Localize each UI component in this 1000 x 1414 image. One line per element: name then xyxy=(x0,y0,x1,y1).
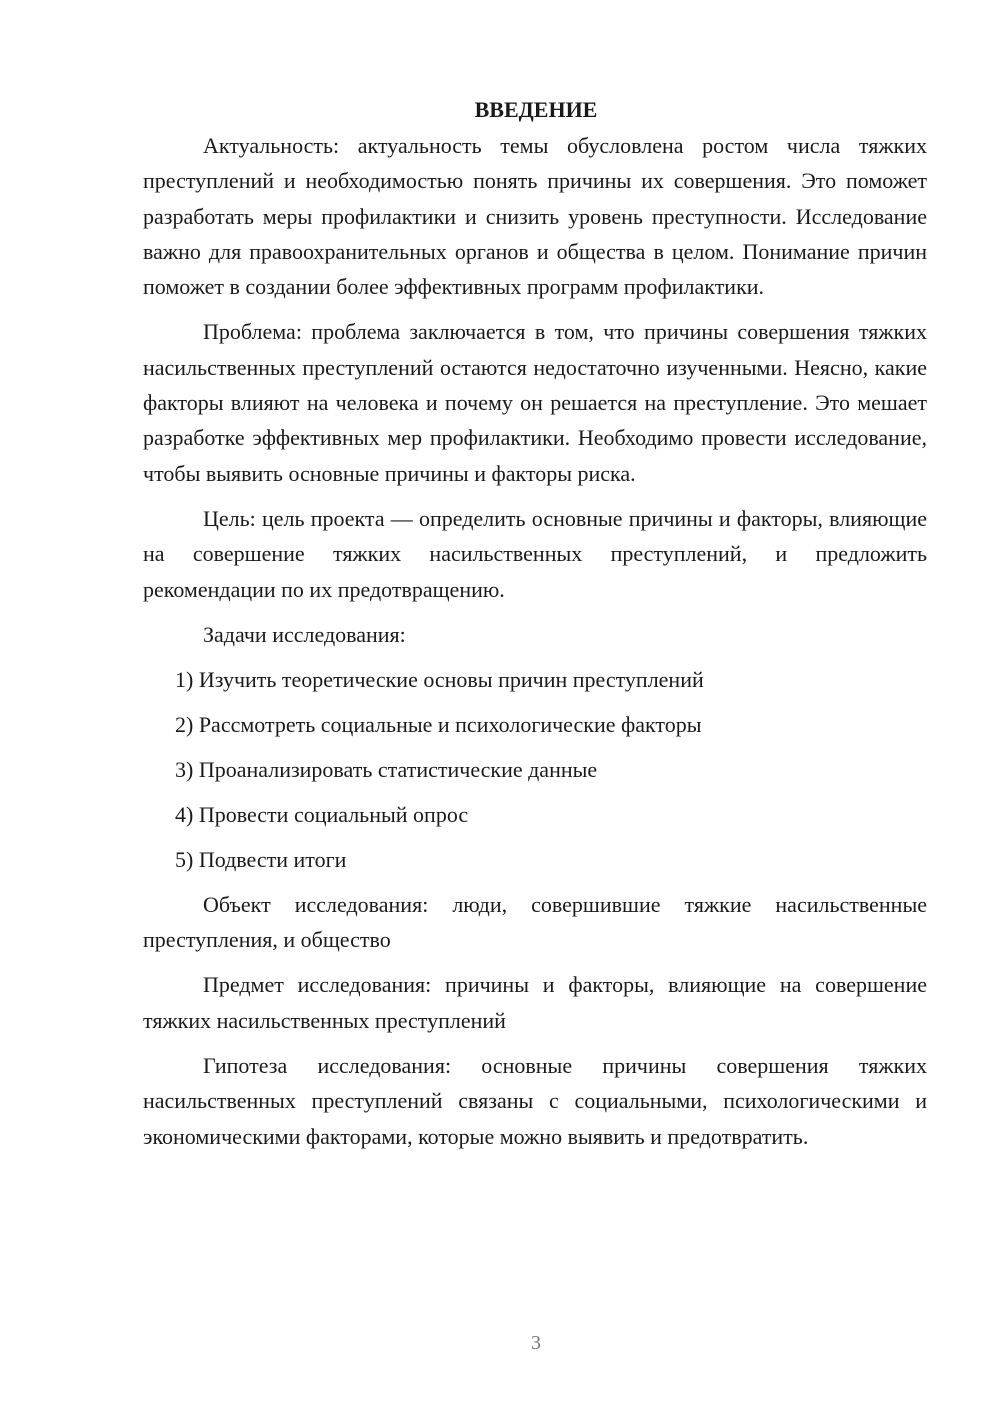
task-item-5: 5) Подвести итоги xyxy=(175,846,347,872)
paragraph-relevance: Актуальность: актуальность темы обусловлена ростом числа тяжких преступлений и необходимостью понять причины их совершения. Это поможет разработать меры профилактики и снизить уровень преступности. Исследование важно для правоохранительных органов и общества в целом. Понимание причин поможет в создании более эффективных программ профилактики. xyxy=(143,133,927,300)
paragraph-hypothesis: Гипотеза исследования: основные причины совершения тяжких насильственных преступлений связаны с социальными, психологическими и экономическими факторами, которые можно выявить и предотвратить. xyxy=(143,1053,927,1149)
paragraph-goal: Цель: цель проекта — определить основные причины и факторы, влияющие на совершение тяжких насильственных преступлений, и предложить рекомендации по их предотвращению. xyxy=(143,505,927,602)
paragraph-problem: Проблема: проблема заключается в том, что причины совершения тяжких насильственных преступлений остаются недостаточно изученными. Неясно, какие факторы влияют на человека и почему он решается на преступление. Это мешает разработке эффективных мер профилактики. Необходимо провести исследование, чтобы выявить основные причины и факторы риска. xyxy=(143,319,927,486)
document-page xyxy=(143,92,927,1164)
tasks-list xyxy=(143,662,927,877)
paragraph-object: Объект исследования: люди, совершившие тяжкие насильственные преступления, и общество xyxy=(143,891,927,953)
paragraph-subject: Предмет исследования: причины и факторы, влияющие на совершение тяжких насильственных преступлений xyxy=(143,972,927,1033)
task-item-1: 1) Изучить теоретические основы причин преступлений xyxy=(175,666,704,692)
page-title: ВВЕДЕНИЕ xyxy=(474,97,598,122)
page-number: 3 xyxy=(531,1332,541,1354)
task-item-2: 2) Рассмотреть социальные и психологические факторы xyxy=(175,711,702,737)
task-item-3: 3) Проанализировать статистические данные xyxy=(175,756,598,782)
tasks-heading: Задачи исследования: xyxy=(203,621,406,647)
task-item-4: 4) Провести социальный опрос xyxy=(175,801,469,827)
